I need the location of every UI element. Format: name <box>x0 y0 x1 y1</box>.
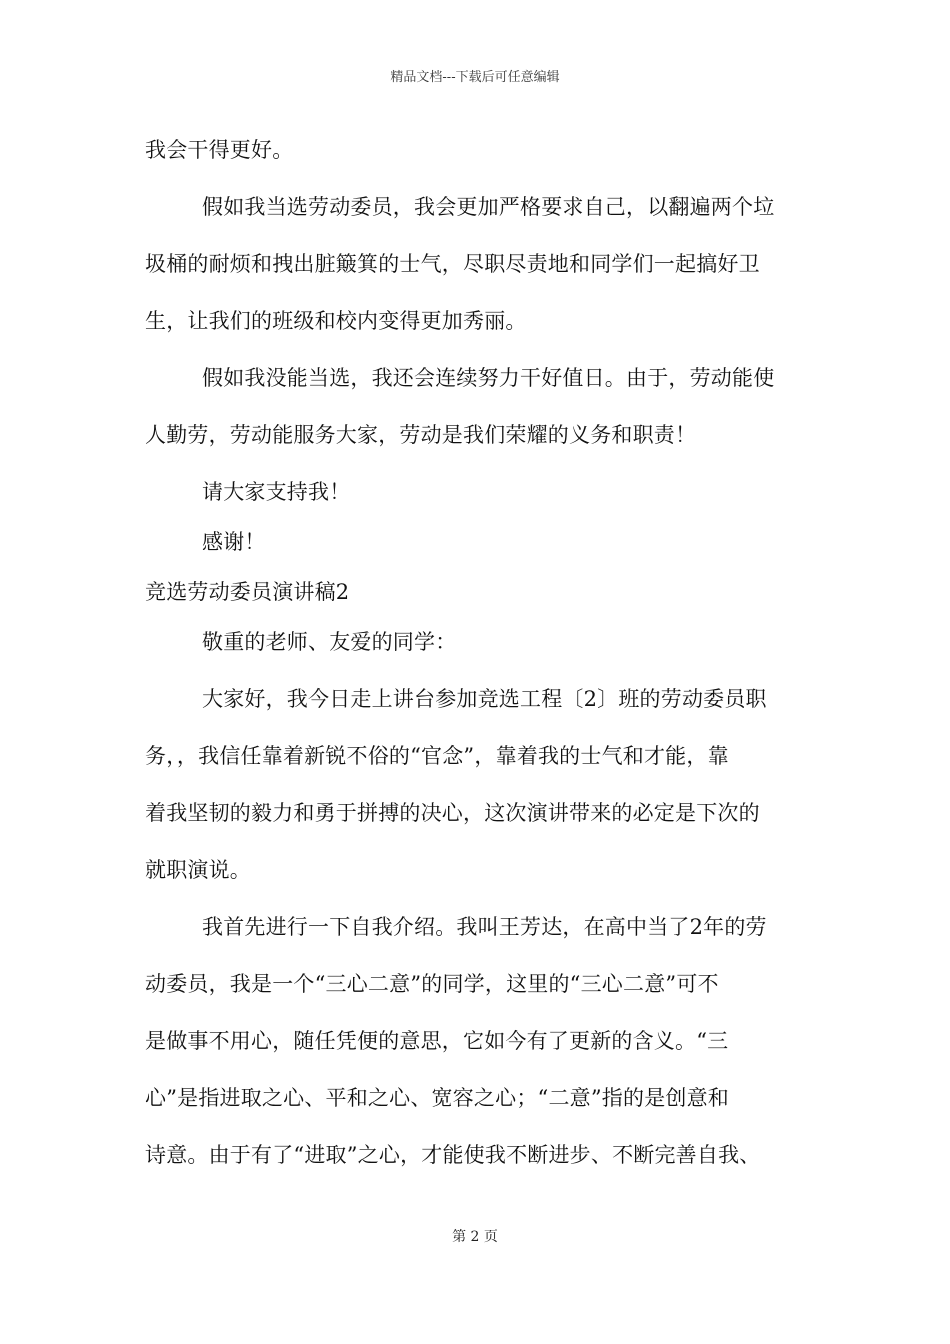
salutation: 敬重的老师、友爱的同学： <box>202 630 457 654</box>
text-line: 我会干得更好。 <box>145 138 294 162</box>
text-line: 心”是指进取之心、平和之心、宽容之心；“二意”指的是创意和 <box>145 1086 730 1110</box>
page-header: 精品文档---下载后可任意编辑 <box>390 70 560 85</box>
document-body <box>145 128 825 1190</box>
text-line: 我首先进行一下自我介绍。我叫王芳达，在高中当了2年的劳 <box>202 915 767 939</box>
text-line: 生，让我们的班级和校内变得更加秀丽。 <box>145 309 527 333</box>
text-line: 诗意。由于有了“进取”之心，才能使我不断进步、不断完善自我、 <box>145 1143 761 1167</box>
text-line: 假如我当选劳动委员，我会更加严格要求自己，以翻遍两个垃 <box>202 195 775 219</box>
text-line: 人勤劳，劳动能服务大家，劳动是我们荣耀的义务和职责！ <box>145 423 697 447</box>
text-line: 着我坚韧的毅力和勇于拼搏的决心，这次演讲带来的必定是下次的 <box>145 801 760 825</box>
text-line: 圾桶的耐烦和拽出脏簸箕的士气，尽职尽责地和同学们一起搞好卫 <box>145 252 760 276</box>
section-title: 竞选劳动委员演讲稿2 <box>145 580 350 604</box>
text-line: 假如我没能当选，我还会连续努力干好值日。由于，劳动能使 <box>202 366 775 390</box>
text-line: 大家好，我今日走上讲台参加竞选工程〔2〕班的劳动委员职 <box>202 687 767 711</box>
text-line: 感谢！ <box>202 530 266 554</box>
text-line: 动委员，我是一个“三心二意”的同学，这里的“三心二意”可不 <box>145 972 719 996</box>
text-line: 务，，我信任靠着新锐不俗的“官念”，靠着我的士气和才能，靠 <box>145 744 729 768</box>
text-line: 就职演说。 <box>145 858 251 882</box>
text-line: 请大家支持我！ <box>202 480 351 504</box>
page-number: 第 2 页 <box>452 1229 498 1245</box>
text-line: 是做事不用心，随任凭便的意思，它如今有了更新的含义。“三 <box>145 1029 729 1053</box>
